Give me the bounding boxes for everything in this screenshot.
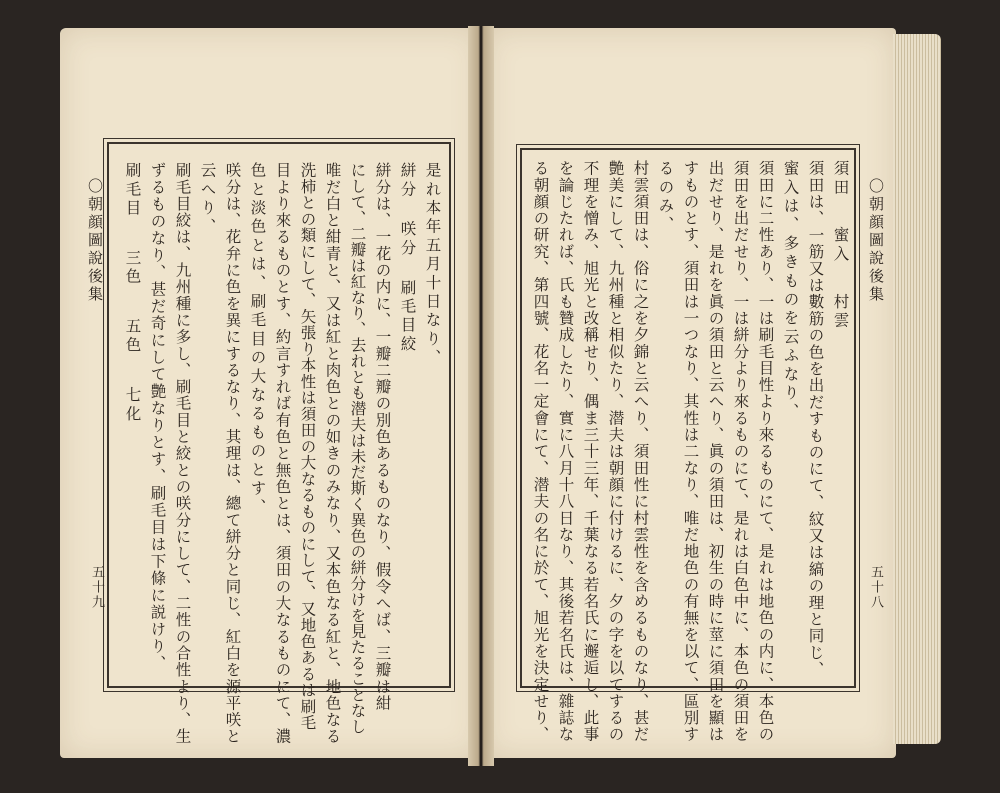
page-edges (893, 34, 941, 744)
left-page-header: 〇朝顔圖說後集 (86, 178, 104, 304)
left-column-6: 洗柿との類にして、矢張り本性は須田の大なるものにして、又地色あるは刷毛 (298, 162, 317, 731)
right-column-1: 須田 蜜入 村雲 (831, 160, 850, 331)
left-column-10: 云へり、 (198, 162, 217, 237)
right-column-11: 不理を憎み、旭光と改稱せり、偶ま三十三年、千葉なる若名氏に邂逅し、此事 (581, 160, 600, 743)
left-column-5: 唯だ白と紺青と、又は紅と肉色との如きのみなり、又本色なる紅と、地色なる (323, 162, 342, 745)
right-page-header: 〇朝顔圖說後集 (867, 178, 885, 304)
left-column-7: 目より來るものとす、約言すれば有色と無色とは、須田の大なるものにて、濃 (273, 162, 292, 745)
right-column-12: を論じたれば、氏も贊成したり、實に八月十八日なり、其後若名氏は、雜誌な (556, 160, 575, 743)
left-column-9: 咲分は、花弁に色を異にするなり、其理は、總て絣分と同じ、紅白を源平咲と (223, 162, 242, 745)
left-column-3: 絣分は、一花の内に、一瓣二瓣の別色あるものなり、假令へば、三瓣は紺 (373, 162, 392, 712)
right-column-7: すものとす、須田は一つなり、其性は二なり、唯だ地色の有無を以て、區別す (681, 160, 700, 743)
right-column-4: 須田に二性あり、一は刷毛目性より來るものにて、是れは地色の内に、本色の (756, 160, 775, 743)
right-column-8: るのみ、 (656, 160, 675, 235)
right-column-3: 蜜入は、多きものを云ふなり、 (781, 160, 800, 422)
left-column-1: 是れ本年五月十日なり、 (423, 162, 442, 368)
right-page-number: 五十八 (868, 565, 883, 610)
right-column-2: 須田は、一筋又は數筋の色を出だすものにて、紋又は縞の理と同じ、 (806, 160, 825, 678)
left-column-12: ずるものなり、甚だ奇にして艶なりとす、刷毛目は下條に説けり、 (148, 162, 167, 672)
left-column-4: にして、二瓣は紅なり、去れとも潜夫は未だ斯く異色の絣分けを見たることなし (348, 162, 367, 735)
left-column-2: 絣分 咲分 刷毛目絞 (398, 162, 417, 354)
right-column-10: 艶美にして、九州種と相似たり、潜夫は朝顔に付けるに、夕の字を以てするの (606, 160, 625, 743)
left-column-13: 刷毛目 三色 五色 七化 (123, 162, 142, 424)
right-column-5: 須田を出だせり、一は絣分より來るものにて、是れは白色中に、本色の須田を (731, 160, 750, 743)
left-column-11: 刷毛目絞は、九州種に多し、刷毛目と絞との咲分にして、二性の合性より、生 (173, 162, 192, 745)
left-page-number: 五十九 (89, 565, 104, 610)
right-column-9: 村雲須田は、俗に之を夕錦と云へり、須田性に村雲性を含めるものなり、甚だ (631, 160, 650, 743)
left-column-8: 色と淡色とは、刷毛目の大なるものとす、 (248, 162, 267, 518)
right-column-6: 出だせり、是れを眞の須田と云へり、眞の須田は、初生の時に莖に須田を顯は (706, 160, 725, 743)
right-column-13: る朝顔の研究、第四號、花名一定會にて、潜夫の名に於て、旭光を決定せり、 (531, 160, 550, 743)
book-gutter (468, 26, 494, 766)
